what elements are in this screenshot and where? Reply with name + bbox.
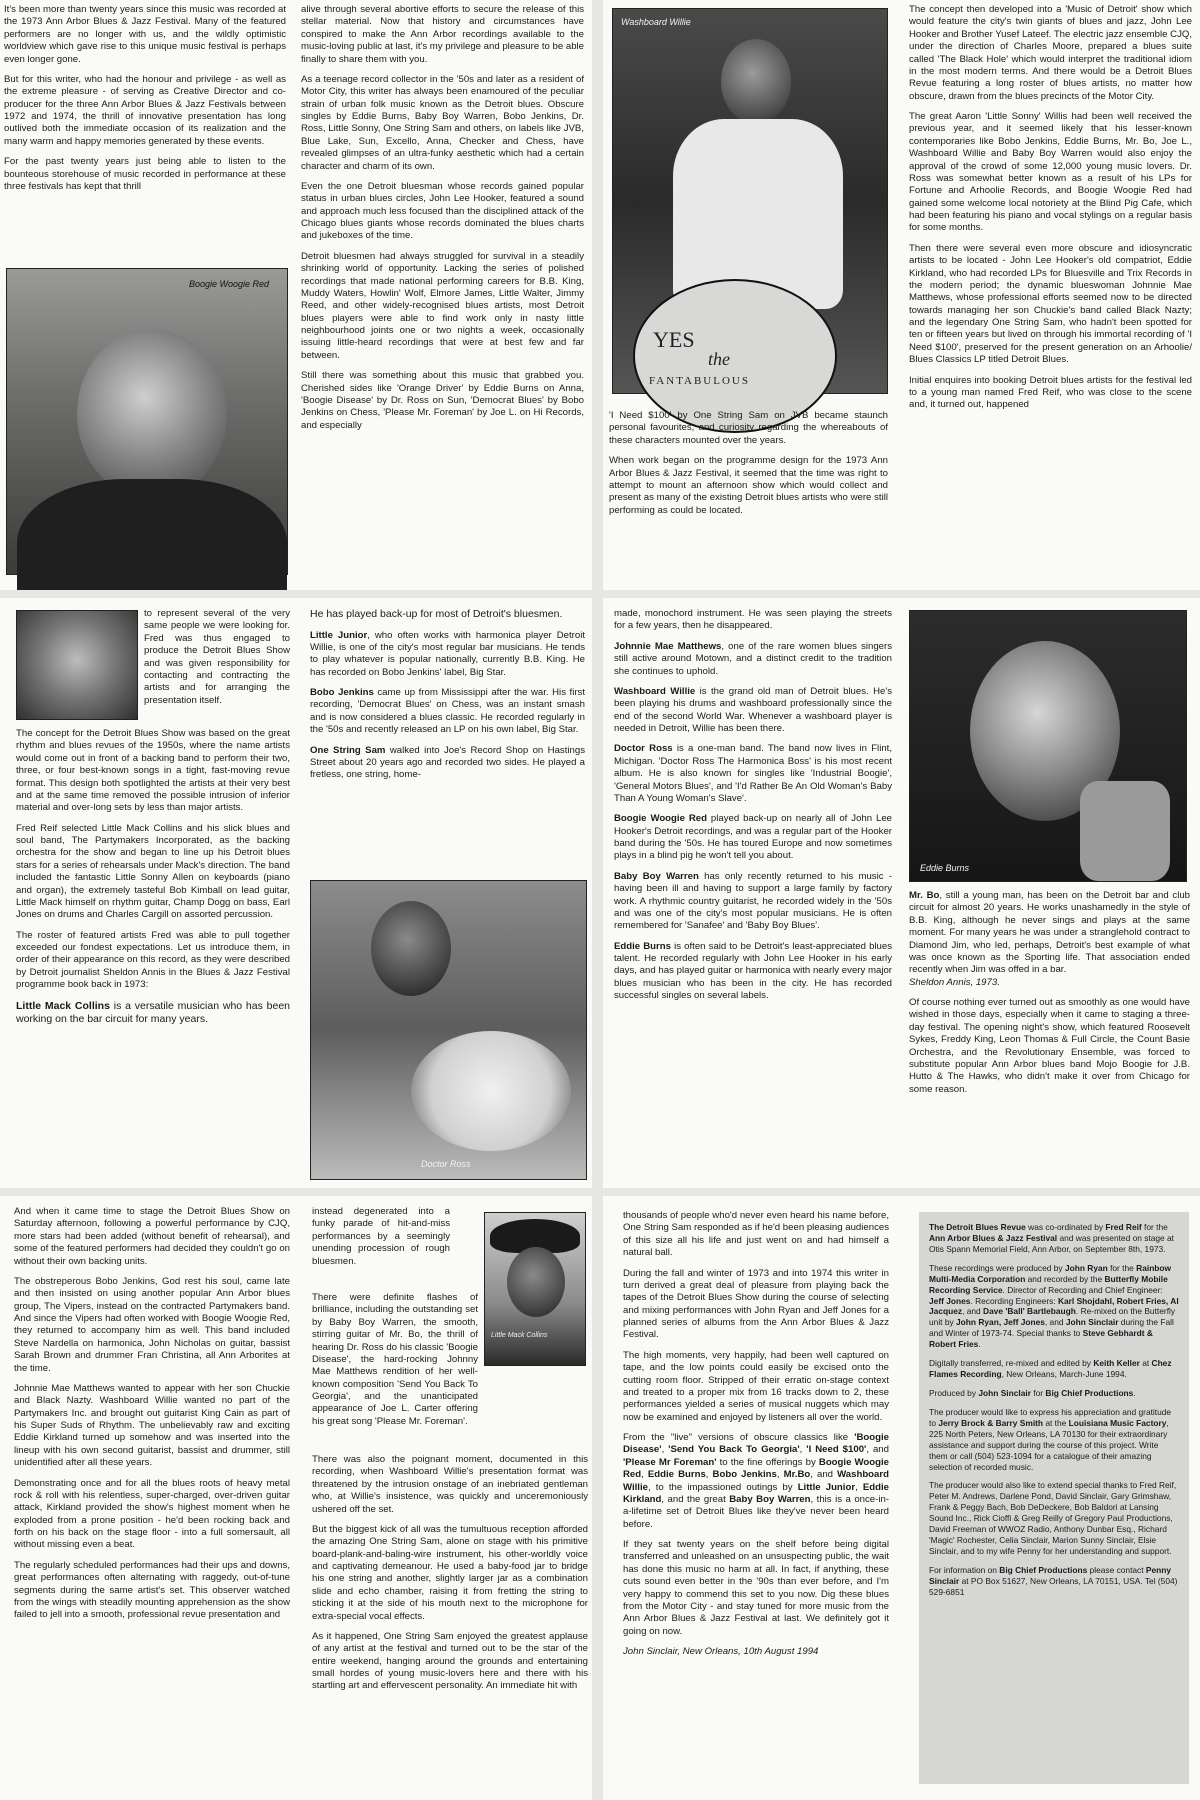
- artist-name: One String Sam: [310, 744, 386, 756]
- text: ,: [705, 1469, 713, 1481]
- credit-text: at the: [1043, 1417, 1069, 1428]
- photo-fred-reif: [16, 610, 138, 720]
- credit-text: For information on: [929, 1564, 1000, 1575]
- artist-bio: has only recently returned to his music - having been ill and having to support a large family by factory work. A rhythmic country guitarist, he recorded widely in the '50s and was one of the city's most popular musicians. He is often remembered for 'Sanafee' and 'Baby Boy Blues'.: [614, 870, 892, 932]
- photo-caption: Washboard Willie: [621, 17, 691, 27]
- paragraph: [16, 1000, 290, 1027]
- gutter-horizontal: [0, 1188, 1200, 1196]
- paragraph: There was also the poignant moment, documented in this recording, when Washboard Willie's presentation format was threatened by the intrusion onstage of an inebriated gentleman who, at Willie's insistence, was quickly and unceremoniously ushered off the set.: [312, 1454, 588, 1515]
- artist-name: Little Junior: [310, 629, 368, 641]
- credit-text: for: [1030, 1387, 1046, 1398]
- artist-name: Baby Boy Warren: [729, 1493, 811, 1505]
- page4-column: [909, 4, 1192, 582]
- credit-text: for the: [1141, 1222, 1168, 1232]
- paragraph: alive through several abortive efforts to secure the release of this stellar material. Now that history and circumstances have conspired to make the Ann Arbor recordings available to the music-loving public at last, it's my privilege and pleasure to be able finally to share them with you.: [301, 4, 584, 65]
- song-title: 'Please Mr Foreman': [623, 1456, 717, 1468]
- text: ,: [661, 1444, 669, 1456]
- artist-bio: played back-up on nearly all of John Lee Hooker's Detroit recordings, and was a regular part of the Hooker band during the '50s. He has toured Europe and now sometimes plays in a blind pig he won't tell you about.: [614, 813, 893, 862]
- credit-text: .: [1133, 1387, 1136, 1398]
- paragraph: As it happened, One String Sam enjoyed the greatest applause of any artist at the festival and turned out to be the star of the entire weekend, hanging around the grounds and entertaining small hordes of young music-lovers here and there with his startling art and effervescent personality. An immediate hit with: [312, 1630, 588, 1692]
- credit-text: , and: [962, 1306, 984, 1317]
- paragraph: The concept for the Detroit Blues Show was based on the great rhythm and blues revues of the 1950s, where the name artists would come out in front of a backing band to perform their two, three, or four best-known songs in a tight, fast-moving revue format. This design both spotlighted the artists at their very best and at the same time removed the possible intrusion of inferior material and over-long sets by less than major artists.: [16, 728, 290, 814]
- page8-column: [909, 890, 1190, 1182]
- credit-text: for the: [1107, 1262, 1137, 1273]
- photo-washboard-willie: [612, 8, 888, 394]
- credit-text: . Recording Engineers:: [970, 1295, 1058, 1306]
- credit-text: at: [1139, 1358, 1152, 1369]
- paragraph: made, monochord instrument. He was seen playing the streets for a few years, then he disappeared.: [614, 608, 892, 632]
- paragraph: Still there was something about this music that grabbed you. Cherished sides like 'Orange Driver' by Eddie Burns on Anna, 'Boogie Disease' by Dr. Ross on Sun, 'Democrat Blues' by Bobo Jenkins on Chess, 'Please Mr. Foreman' by Joe L. on Hi Records, and especially: [301, 370, 584, 431]
- photo-caption: Boogie Woogie Red: [188, 279, 269, 289]
- artist-bio: is a one-man band. The band now lives in Flint, Michigan. 'Doctor Ross The Harmonica Boss' is his most recent album. He is also known for singles like 'Industrial Boogie', 'General Motors Blues', and 'I'd Rather Be An Old Woman's Baby Than A Young Woman's Slave'.: [614, 743, 892, 804]
- paragraph: Johnnie Mae Matthews wanted to appear with her son Chuckie and Black Nazty. Washboard Willie wanted no part of the Partymakers Inc. and brought out guitarist King Cain as part of his Super Suds of Rhythm. The unbelievably raw and exciting Eddie Kirkland turned up somehow and was inserted into the lineup with his own second guitarist, bassist and drummer, still unidentified after all these years.: [14, 1382, 290, 1469]
- credit-bold: Big Chief Productions: [1045, 1387, 1134, 1398]
- paragraph: There were definite flashes of brilliance, including the outstanding set by Baby Boy Warren, the smooth, stirring guitar of Mr. Bo, the thrill of hearing Dr. Ross do his classic 'Boogie Disease', the hard-rocking Johnny Mae Matthews rendition of her well-known composition 'Send You Back To Georgia', and the unanticipated appearance of Joe L. Carter offering his great song 'Please Mr. Foreman'.: [312, 1292, 478, 1427]
- credit-text: .: [978, 1339, 981, 1350]
- guitar-neck: [1080, 781, 1170, 881]
- panel-middle-right: [603, 598, 1200, 1188]
- credit-paragraph: The producer would also like to extend special thanks to Fred Reif, Peter M. Andrews, Darlene Pond, David Sinclair, Gary Grimshaw, Frank & Peggy Bach, Bob DeDeckere, Bob Baldori at Lansing Sound Inc., Rick Cioffi & Greg Reilly of Gregory Paul Productions, David Freeman of WWOZ Radio, Anthony Dunbar Esq., Richard 'Magic' Rochester, Celia Sinclair, Marion Sunny Sinclair, Elsie Sinclair, and to my wife Penny for her understanding and support.: [929, 1480, 1177, 1556]
- credit-bold: Jerry Brock & Barry Smith: [938, 1417, 1044, 1428]
- artist-bio: is a versatile musician who has been working on the bar circuit for many years.: [16, 999, 290, 1026]
- paragraph: Then there were several even more obscure and idiosyncratic artists to be located - John Lee Hooker's old compatriot, Eddie Kirkland, who had recorded LPs for Bluesville and Trix Records in the modern period; the dynamic blueswoman Johnnie Mae Matthews, whose professional efforts seemed now to be directed towards managing her son Chuckie's band called Black Nazty; and the legendary One String Sam, who hadn't been spotted for ten or fifteen years but lived on through his immortal recording of 'I Need $100', preserved for the present generation on an Arhoolie/ Blues Classics LP titled Detroit Blues.: [909, 242, 1192, 366]
- panel-top-right: [603, 0, 1200, 590]
- artist-name: Boogie Woogie Red: [623, 1456, 890, 1481]
- page7-column: [614, 608, 892, 1180]
- artist-name: Johnnie Mae Matthews: [614, 640, 722, 652]
- paragraph: [623, 1432, 889, 1531]
- paragraph: When work began on the programme design for the 1973 Ann Arbor Blues & Jazz Festival, it seemed that the time was right to attempt to mount an afternoon show which would collect and present as many of the existing Detroit blues artists who were still performing as could be located.: [609, 455, 888, 516]
- credit-bold: The Detroit Blues Revue: [929, 1222, 1026, 1232]
- artist-name: Little Junior: [797, 1481, 856, 1493]
- credit-paragraph: [929, 1358, 1179, 1380]
- paragraph: [310, 745, 585, 782]
- artist-name: Eddie Kirkland: [623, 1481, 889, 1505]
- artist-name: Doctor Ross: [614, 743, 673, 755]
- paragraph: The concept then developed into a 'Music of Detroit' show which would feature the city's twin giants of blues and jazz, John Lee Hooker and Brother Yusef Lateef. The electric jazz ensemble CJQ, under the direction of Charles Moore, prepared a blues suite called 'The Black Hole' which would interpret the traditional idiom in the most modern terms. And there would be a Detroit Blues Revue featuring a long roster of blues artists, no matter how obscure, drawn from the blues precincts of the Motor City.: [909, 4, 1192, 102]
- paragraph: As a teenage record collector in the '50s and later as a resident of Motor City, this writer has always been enamoured of the peculiar strain of urban folk music known as the Detroit blues. Obscure singles by Eddie Burns, Baby Boy Warren, Bobo Jenkins, Dr. Ross, Little Sonny, One String Sam and others, on labels like JVB, Blue Lake, Sun, Excello, Anna, Checker and Chess, have revealed glimpses of an ultra-funky aesthetic which had a certain character and charm of its own.: [301, 73, 584, 172]
- artist-bio: , still a young man, has been on the Detroit bar and club circuit for almost 20 years. He works unashamedly in the style of B.B. King, although he never sings and plays at the same moment. For many years he was under a stranglehold contract to Diamond Jim, who led, perhaps, Detroit's best example of what was once known as the Sporting life. That association ended recently when Jim was offed in a bar.: [909, 890, 1190, 976]
- paragraph: During the fall and winter of 1973 and into 1974 this writer in turn derived a great deal of pleasure from playing back the tapes of the Detroit Blues Show during the course of selecting and mixing performances with John Ryan and Jeff Jones for a planned series of albums from the Ann Arbor Blues & Jazz Festival.: [623, 1267, 889, 1341]
- paragraph: Fred Reif selected Little Mack Collins and his slick blues and soul band, The Partymakers Incorporated, as the backing orchestra for the show and began to line up his Detroit blues stars for a series of rehearsals under Mack's direction. The band included the fantastic Little Sonny Allen on keyboards (piano and organ), the extremely tasteful Bob Kimball on lead guitar, Little Mack himself on rhythm guitar, Champ Dogg on bass, Earl Jones on drums and Charles Cargill on assorted percussion.: [16, 822, 290, 921]
- page1-column: [4, 4, 286, 262]
- credit-bold: John Sinclair: [978, 1387, 1031, 1398]
- paragraph: Detroit bluesmen had always struggled for survival in a steadily shrinking world of opportunity. Lacking the series of polished recordings that made national performing careers for B.B. King, Muddy Waters, Howlin' Wolf, Elmore James, Little Walter, Jimmy Reed, and other widely-recognised blues artists, most Detroit blues players were able to find work only in nasty little neighbourhood joints one or two nights a week, occasionally issuing little-heard recordings that were at best few and far between.: [301, 250, 584, 361]
- photo-doctor-ross: [310, 880, 587, 1180]
- page10-column-main: [312, 1454, 588, 1791]
- paragraph: The obstreperous Bobo Jenkins, God rest his soul, came late and then insisted on using another popular Ann Arbor blues group, The Vipers, instead on the contracted Partymakers band. And since the Vipers had often worked with Boogie Woogie Red, they returned to accompany him as well. This band included Steve Nardella on harmonica, John Nicholas on guitar, bassist Sarah Brown and drummer Fran Christina, all Ann Arborites at the time.: [14, 1275, 290, 1374]
- page6-column: [310, 608, 585, 878]
- paragraph: [614, 641, 892, 678]
- paragraph: thousands of people who'd never even heard his name before, One String Sam responded as if he'd been pleasing audiences of this size all his life and just went on and had himself a natural ball.: [623, 1210, 889, 1259]
- credit-text: please contact: [1087, 1564, 1146, 1575]
- photo-caption: Doctor Ross: [421, 1159, 471, 1169]
- portrait-face: [371, 901, 451, 996]
- text: to the fine offerings by: [716, 1456, 819, 1468]
- text: ,: [855, 1481, 863, 1493]
- credit-text: was co-ordinated by: [1025, 1222, 1106, 1232]
- artist-bio: , who often works with harmonica player Detroit Willie, is one of the city's most regular bar musicians. He tends to play whatever is popular nationally, currently B.B. King. He has recorded on Bobo Jenkins' label, Big Star.: [310, 629, 585, 678]
- paragraph: Demonstrating once and for all the blues roots of heavy metal rock & roll with his relentless, super-charged, over-driven guitar attack, Kirkland provided the show's highest moment when he exploded from a prone position - he'd been rocking back and forth on his back on the stage floor - into a full somersault, all without missing even a beat.: [14, 1477, 290, 1551]
- artist-name: Eddie Burns: [647, 1469, 706, 1481]
- text: , and: [810, 1469, 838, 1481]
- credit-text: at PO Box 51627, New Orleans, LA 70151, USA. Tel (504) 529-6851: [929, 1575, 1178, 1597]
- credit-bold: Jeff Jones: [929, 1295, 971, 1306]
- paragraph: But for this writer, who had the honour and privilege - as well as the extreme pleasure - of serving as Creative Director and co-producer for the three Ann Arbor Blues & Jazz Festivals between 1972 and 1974, the thrill of innovative presentation has long outlived both the immediate occasion of its realization and the many warm and happy memories generated by these events.: [4, 73, 286, 147]
- artist-name: Baby Boy Warren: [614, 870, 699, 882]
- credit-paragraph: [929, 1388, 1179, 1399]
- page3-column: [609, 410, 888, 585]
- credit-bold: Rainbow Multi-Media Corporation: [929, 1262, 1172, 1284]
- drum-lettering: the: [708, 349, 730, 369]
- photo-eddie-burns: [909, 610, 1187, 882]
- panel-top-left: [0, 0, 592, 590]
- paragraph: [909, 890, 1190, 989]
- drum-lettering: FANTABULOUS: [649, 375, 750, 387]
- guitar: [411, 1031, 571, 1151]
- credit-bold: Steve Gebhardt & Robert Fries: [929, 1328, 1153, 1350]
- photo-caption: Little Mack Collins: [491, 1332, 548, 1339]
- paragraph: For the past twenty years just being able to listen to the bounteous storehouse of music recorded in performance at these three festivals has kept that thrill: [4, 156, 286, 192]
- paragraph: And when it came time to stage the Detroit Blues Show on Saturday afternoon, following a powerful performance by CJQ, more stars had been added (without benefit of rehearsal), and some of the featured performers had decided they couldn't go on without their own backing units.: [14, 1206, 290, 1267]
- credit-text: These recordings were produced by: [929, 1262, 1065, 1273]
- drum-lettering: YES: [653, 327, 695, 352]
- artist-name: Eddie Burns: [614, 940, 671, 952]
- page10-column-top: [312, 1206, 450, 1288]
- paragraph: It's been more than twenty years since this music was recorded at the 1973 Ann Arbor Blues & Jazz Festival. Many of the featured performers are no longer with us, and the wildly optimistic worldview which gave rise to this unique music festival is perhaps even longer gone.: [4, 4, 286, 65]
- credit-paragraph: [929, 1222, 1179, 1255]
- paragraph: [614, 941, 892, 1003]
- page5-column: [16, 728, 290, 1183]
- paragraph: Of course nothing ever turned out as smoothly as one would have wished in those days, especially when it came to staging a three-day festival. The opening night's show, which featured Roosevelt Sykes, Freddy King, Leon Thomas & Full Circle, the Count Basie Orchestra, and the Revolutionary Ensemble, was forced to substitute popular Ann Arbor blues band Mojo Boogie for J.B. Hutto & The Hawks, who didn't make it over from Chicago for some reason.: [909, 997, 1190, 1095]
- paragraph: [614, 686, 892, 736]
- panel-bottom-left: [0, 1196, 598, 1800]
- signature: John Sinclair, New Orleans, 10th August 1994: [623, 1646, 819, 1657]
- page2-column: [301, 4, 584, 582]
- text: , this is a once-in-a-lifetime set of Detroit Blues like they've never been heard before.: [623, 1493, 889, 1530]
- paragraph: [310, 630, 585, 680]
- credit-bold: Dave 'Ball' Bartlebaugh: [983, 1306, 1076, 1317]
- credit-bold: John Sinclair: [1065, 1317, 1119, 1328]
- credit-text: The producer would like to express his appreciation and gratitude to: [929, 1406, 1172, 1428]
- page5-column-top: [144, 608, 290, 726]
- page11-column: [623, 1210, 889, 1795]
- credit-text: and was presented on stage at Otis Spann Memorial Field, Ann Arbor, on September 8th, 1973.: [929, 1232, 1175, 1254]
- credit-bold: Louisiana Music Factory: [1068, 1417, 1167, 1428]
- credit-text: . Re-mixed on the Butterfly unit by: [929, 1306, 1176, 1328]
- song-title: 'Send You Back To Georgia': [668, 1444, 800, 1456]
- page10-column: [312, 1292, 478, 1427]
- credit-bold: Penny Sinclair: [929, 1564, 1172, 1586]
- artist-bio: is the grand old man of Detroit blues. He's been playing his drums and washboard professionally since the end of the second World War. Whenever a washboard player is needed in Detroit, Willie has been there.: [614, 685, 892, 734]
- credit-text: . Director of Recording and Chief Engineer:: [1002, 1284, 1163, 1295]
- artist-bio: walked into Joe's Record Shop on Hastings Street about 20 years ago and recorded two sides. He played a fretless, one string, home-: [310, 744, 585, 781]
- paragraph: 'I Need $100' by One String Sam on JVB became staunch personal favourites, and curiosity regarding the whereabouts of these characters mounted over the years.: [609, 410, 888, 446]
- credit-bold: Ann Arbor Blues & Jazz Festival: [929, 1232, 1058, 1243]
- text: ,: [641, 1469, 648, 1481]
- artist-name: Boogie Woogie Red: [614, 813, 707, 825]
- credit-text: , 225 North Peters, New Orleans, LA 70130 for their extraordinary assistance and support during the course of this project. Write them or call (504) 523-1094 for a catalogue of their amazing selection of recorded music.: [929, 1417, 1169, 1472]
- artist-name: Little Mack Collins: [16, 999, 110, 1012]
- paragraph: Initial enquires into booking Detroit blues artists for the festival led to a young man named Fred Reif, who was close to the scene and, it turned out, happened: [909, 374, 1192, 411]
- artist-name: Mr. Bo: [909, 890, 940, 901]
- paragraph: If they sat twenty years on the shelf before being digital transferred and unleashed on an unsuspecting public, the wait has done this music no harm at all. In fact, if anything, these cuts sound even better in the '90s than ever before, and I'm very happy to commend this set to you now. Dig these blues from the Motor City - and stay tuned for more music from the Ann Arbor Blues & Jazz Festival at last. We definitely got it going on now.: [623, 1539, 889, 1637]
- photo-caption: Eddie Burns: [920, 863, 970, 873]
- paragraph: instead degenerated into a funky parade of hit-and-miss performances by a seemingly unending procession of rough bluesmen.: [312, 1206, 450, 1267]
- artist-name: Washboard Willie: [623, 1469, 889, 1493]
- artist-bio: , one of the rare women blues singers still active around Motown, and a distinct credit to the tradition she continues to uphold.: [614, 640, 892, 677]
- song-title: 'I Need $100': [806, 1444, 867, 1456]
- gutter-vertical: [592, 0, 603, 1800]
- credit-bold: Keith Keller: [1093, 1358, 1140, 1369]
- signature: Sheldon Annis, 1973.: [909, 976, 1000, 988]
- text: ,: [776, 1469, 784, 1481]
- credit-bold: Fred Reif: [1105, 1222, 1142, 1232]
- credit-text: , and: [1044, 1317, 1066, 1328]
- portrait-face: [721, 39, 791, 124]
- artist-name: Bobo Jenkins: [712, 1469, 777, 1481]
- credit-paragraph: [929, 1263, 1179, 1350]
- credit-text: during the Fall and Winter of 1973-74. Special thanks to: [929, 1317, 1174, 1339]
- artist-bio: is often said to be Detroit's least-appreciated blues talent. He recorded regularly with John Lee Hooker in his early days, and has played guitar or harmonica with nearly every major blues musician who has been in the city. He has recorded successful singles on several labels.: [614, 940, 892, 1002]
- credit-text: Produced by: [929, 1387, 979, 1398]
- photo-boogie-woogie-red: [6, 268, 288, 575]
- credit-text: , New Orleans, March-June 1994.: [1001, 1369, 1127, 1380]
- credit-bold: Chez Flames Recording: [929, 1358, 1172, 1380]
- paragraph: Even the one Detroit bluesman whose records gained popular status in urban blues circles, John Lee Hooker, featured a sound and approach much less focused than the disciplined attack of the Chicago blues giants whose records dominated the blues charts and jukeboxes of the time.: [301, 180, 584, 242]
- credit-bold: Karl Shojdahl, Robert Fries, Al Jacquez: [929, 1295, 1179, 1317]
- credits-box: [919, 1212, 1189, 1784]
- paragraph: The roster of featured artists Fred was able to pull together exceeded our fondest expectations. Let us introduce them, in order of their appearance on this record, as they were described by Detroit journalist Sheldon Annis in the Blues & Jazz Festival programme book back in 1973:: [16, 929, 290, 991]
- paragraph: to represent several of the very same people we were looking for. Fred was thus engaged to produce the Detroit Blues Show and was given responsibility for contacting and contracting the artists and for arranging the presentation itself.: [144, 608, 290, 706]
- text: From the "live" versions of obscure classics like: [623, 1432, 855, 1443]
- artist-name: Washboard Willie: [614, 685, 696, 697]
- photo-little-mack-collins: [484, 1212, 586, 1366]
- paragraph: The regularly scheduled performances had their ups and downs, great performances often alternating with raggedy, out-of-tune segments during the same artist's set. This observer watched from the wings with steadily mounting apprehension as the show failed to jell into a smooth, professional revue presentation and: [14, 1559, 290, 1621]
- paragraph: The high moments, very happily, had been well captured on tape, and the low points could easily be excised onto the cutting room floor. Stripped of their erratic on-stage context and treated to a proper mix from 16 tracks down to 2, these performances yielded a series of musical nuggets which may now be examined and enjoyed by listeners all over the world.: [623, 1349, 889, 1423]
- paragraph: [614, 871, 892, 933]
- credit-bold: John Ryan: [1064, 1262, 1108, 1273]
- credit-bold: John Ryan, Jeff Jones: [956, 1317, 1045, 1328]
- paragraph: [614, 813, 892, 863]
- credit-bold: Butterfly Mobile Recording Service: [929, 1273, 1168, 1295]
- artist-bio: came up from Mississippi after the war. His first recording, 'Democrat Blues' on Chess, was an instant smash and is now considered a blues classic. He recorded regularly in the '50s and recently released an LP on his own label, Big Star.: [310, 687, 586, 736]
- song-title: 'Boogie Disease': [623, 1432, 889, 1456]
- gutter-horizontal: [0, 590, 1200, 598]
- text: ,: [799, 1444, 807, 1456]
- credit-text: and recorded by the: [1025, 1273, 1105, 1284]
- paragraph: [310, 687, 585, 737]
- credit-text: Digitally transferred, re-mixed and edited by: [929, 1358, 1094, 1369]
- artist-name: Mr.Bo: [783, 1469, 811, 1481]
- panel-middle-left: [0, 598, 598, 1188]
- credit-paragraph: [929, 1407, 1179, 1473]
- text: , to the impassioned outings by: [647, 1481, 798, 1493]
- paragraph: But the biggest kick of all was the tumultuous reception afforded the amazing One String Sam, alone on stage with his primitive board-plank-and-baling-wire instrument, his other-worldly voice and captivating demeanour. He used a baby-food jar to bridge his one string and another, slightly larger jar as a combination slide and echo chamber, raising it from fretting the string to sticking it at the side of his mouth next to the microphone for extra-special vocal effects.: [312, 1523, 588, 1622]
- paragraph: The great Aaron 'Little Sonny' Willis had been well received the previous year, and it seemed likely that his lesser-known contemporaries like Bobo Jenkins, Eddie Burns, Mr. Bo, Joe L., Washboard Willie and Baby Boy Warren would also enjoy the approval of the crowd of some 12,000 young music lovers. Dr. Ross was somewhat better known as a result of his LPs for Fortune and Arhoolie Records, and Boogie Woogie Red had gained some welcome local notoriety at the Blind Pig Cafe, which had been featuring his piano and vocal stylings on a regular basis for some months.: [909, 111, 1192, 234]
- credit-bold: Big Chief Productions: [999, 1564, 1088, 1575]
- paragraph: He has played back-up for most of Detroit's bluesmen.: [310, 608, 563, 620]
- panel-bottom-right: [603, 1196, 1200, 1800]
- artist-name: Bobo Jenkins: [310, 687, 374, 699]
- credit-paragraph: [929, 1565, 1179, 1598]
- page9-column: [14, 1206, 290, 1791]
- text: , and: [866, 1444, 889, 1456]
- portrait-face: [77, 329, 227, 499]
- paragraph: [614, 743, 892, 805]
- portrait-face: [507, 1247, 565, 1317]
- text: , and the great: [661, 1493, 730, 1505]
